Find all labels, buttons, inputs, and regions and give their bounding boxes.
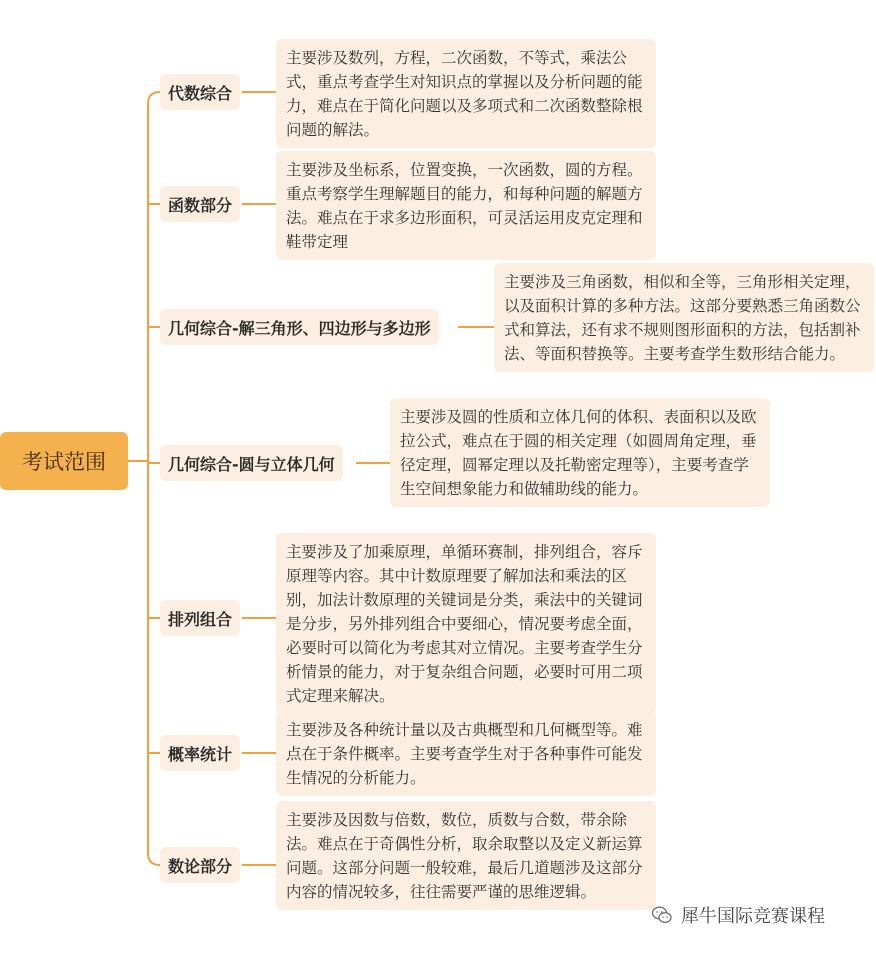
branch-label: 几何综合-解三角形、四边形与多边形 (168, 318, 431, 338)
description-geometry-polygons (494, 263, 874, 372)
branch-geometry-polygons (160, 309, 439, 345)
branch-algebra (160, 74, 240, 110)
branch-label: 排列组合 (168, 609, 233, 629)
wechat-icon (651, 904, 673, 926)
description-text: 主要涉及三角函数，相似和全等，三角形相关定理，以及面积计算的多种方法。这部分要熟悉三角函数公式和算法，还有求不规则图形面积的方法，包括割补法、等面积替换等。主要考查学生数形结合能力。 (504, 273, 861, 363)
description-text: 主要涉及坐标系，位置变换，一次函数，圆的方程。重点考察学生理解题目的能力，和每种问题的解题方法。难点在于求多边形面积，可灵活运用皮克定理和鞋带定理 (286, 161, 643, 251)
branch-number-theory (160, 847, 240, 883)
root-node (2, 432, 126, 490)
branch-geometry-circles-solids (160, 445, 343, 481)
description-combinatorics (276, 533, 656, 714)
description-text: 主要涉及了加乘原理，单循环赛制，排列组合，容斥原理等内容。其中计数原理要了解加法和乘法的区别，加法计数原理的关键词是分类，乘法中的关键词是分步，另外排列组合中要细心，情况要考虑全面，必要时可以简化为考虑其对立情况。主要考查学生分析情景的能力，对于复杂组合问题，必要时可用二项式定理来解决。 (286, 543, 643, 705)
watermark (651, 900, 825, 930)
branch-label: 代数综合 (168, 83, 233, 103)
description-geometry-circles-solids (390, 398, 770, 507)
branch-label: 函数部分 (168, 195, 233, 215)
description-algebra (276, 39, 656, 148)
branch-label: 几何综合-圆与立体几何 (168, 454, 335, 474)
spine-top-curve (148, 92, 160, 104)
branch-functions (160, 186, 240, 222)
description-number-theory (276, 801, 656, 910)
root-label: 考试范围 (22, 450, 106, 474)
description-text: 主要涉及因数与倍数，数位，质数与合数，带余除法。难点在于奇偶性分析，取余取整以及定义新运算问题。这部分问题一般较难，最后几道题涉及这部分内容的情况较多，往往需要严谨的思维逻辑。 (286, 811, 643, 901)
watermark-text: 犀牛国际竞赛课程 (681, 906, 825, 927)
branch-label: 数论部分 (168, 856, 233, 876)
branch-combinatorics (160, 600, 240, 636)
spine-bottom-curve (148, 853, 160, 865)
branch-probability-statistics (160, 735, 240, 771)
description-text: 主要涉及数列，方程，二次函数，不等式，乘法公式，重点考查学生对知识点的掌握以及分析问题的能力，难点在于简化问题以及多项式和二次函数整除根问题的解法。 (286, 49, 643, 139)
branch-label: 概率统计 (168, 744, 233, 764)
description-functions (276, 151, 656, 260)
description-text: 主要涉及各种统计量以及古典概型和几何概型等。难点在于条件概率。主要考查学生对于各种事件可能发生情况的分析能力。 (286, 721, 643, 787)
description-probability-statistics (276, 711, 656, 796)
description-text: 主要涉及圆的性质和立体几何的体积、表面积以及欧拉公式，难点在于圆的相关定理（如圆周角定理，垂径定理，圆幂定理以及托勒密定理等），主要考查学生空间想象能力和做辅助线的能力。 (400, 408, 757, 498)
